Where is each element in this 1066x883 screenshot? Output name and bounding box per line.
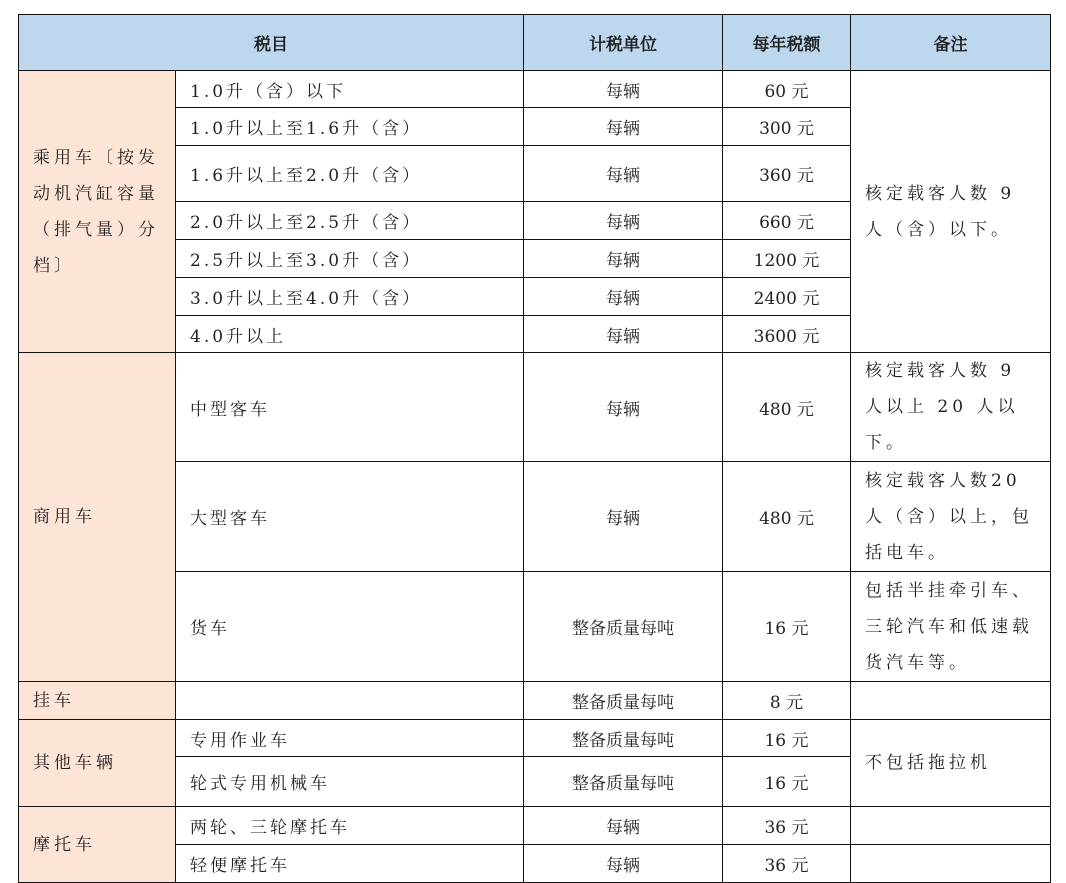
note-cell: 核定载客人数 9 人以上 20 人以下。 xyxy=(851,353,1051,462)
unit-cell: 每辆 xyxy=(524,240,723,278)
category-cell: 商用车 xyxy=(19,353,176,682)
header-note: 备注 xyxy=(851,15,1051,71)
item-cell: 1.6升以上至2.0升（含） xyxy=(176,146,524,202)
header-item: 税目 xyxy=(19,15,524,71)
item-cell: 1.0升以上至1.6升（含） xyxy=(176,108,524,146)
header-row xyxy=(19,15,1051,71)
note-cell xyxy=(851,682,1051,720)
category-cell: 乘用车〔按发动机汽缸容量（排气量）分档〕 xyxy=(19,71,176,353)
amount-cell: 360 元 xyxy=(723,146,851,202)
item-cell xyxy=(176,682,524,720)
amount-cell: 300 元 xyxy=(723,108,851,146)
item-cell: 轻便摩托车 xyxy=(176,845,524,883)
item-cell: 2.5升以上至3.0升（含） xyxy=(176,240,524,278)
amount-cell: 660 元 xyxy=(723,202,851,240)
category-cell: 挂车 xyxy=(19,682,176,720)
amount-cell: 480 元 xyxy=(723,353,851,462)
note-cell: 核定载客人数 9 人（含）以下。 xyxy=(851,71,1051,353)
item-cell: 1.0升（含）以下 xyxy=(176,71,524,108)
unit-cell: 每辆 xyxy=(524,316,723,353)
unit-cell: 每辆 xyxy=(524,146,723,202)
note-cell xyxy=(851,807,1051,845)
unit-cell: 每辆 xyxy=(524,845,723,883)
amount-cell: 2400 元 xyxy=(723,278,851,316)
header-unit: 计税单位 xyxy=(524,15,723,71)
amount-cell: 16 元 xyxy=(723,720,851,757)
amount-cell: 8 元 xyxy=(723,682,851,720)
category-cell: 其他车辆 xyxy=(19,720,176,807)
unit-cell: 每辆 xyxy=(524,353,723,462)
table-row xyxy=(19,807,1051,845)
item-cell: 轮式专用机械车 xyxy=(176,757,524,807)
note-cell: 不包括拖拉机 xyxy=(851,720,1051,807)
amount-cell: 480 元 xyxy=(723,462,851,572)
amount-cell: 3600 元 xyxy=(723,316,851,353)
category-cell: 摩托车 xyxy=(19,807,176,883)
amount-cell: 16 元 xyxy=(723,757,851,807)
table-row xyxy=(19,720,1051,757)
amount-cell: 1200 元 xyxy=(723,240,851,278)
item-cell: 2.0升以上至2.5升（含） xyxy=(176,202,524,240)
unit-cell: 每辆 xyxy=(524,462,723,572)
amount-cell: 36 元 xyxy=(723,845,851,883)
unit-cell: 整备质量每吨 xyxy=(524,682,723,720)
unit-cell: 每辆 xyxy=(524,807,723,845)
item-cell: 两轮、三轮摩托车 xyxy=(176,807,524,845)
item-cell: 货车 xyxy=(176,572,524,682)
unit-cell: 每辆 xyxy=(524,278,723,316)
item-cell: 4.0升以上 xyxy=(176,316,524,353)
unit-cell: 整备质量每吨 xyxy=(524,757,723,807)
amount-cell: 16 元 xyxy=(723,572,851,682)
table-row xyxy=(19,353,1051,462)
note-cell: 核定载客人数20人（含）以上，包括电车。 xyxy=(851,462,1051,572)
item-cell: 专用作业车 xyxy=(176,720,524,757)
table-row xyxy=(19,682,1051,720)
note-cell xyxy=(851,845,1051,883)
unit-cell: 整备质量每吨 xyxy=(524,720,723,757)
item-cell: 中型客车 xyxy=(176,353,524,462)
table-row xyxy=(19,71,1051,108)
unit-cell: 每辆 xyxy=(524,108,723,146)
note-cell: 包括半挂牵引车、三轮汽车和低速载货汽车等。 xyxy=(851,572,1051,682)
unit-cell: 每辆 xyxy=(524,202,723,240)
item-cell: 大型客车 xyxy=(176,462,524,572)
unit-cell: 每辆 xyxy=(524,71,723,108)
amount-cell: 36 元 xyxy=(723,807,851,845)
vehicle-tax-table xyxy=(18,14,1051,883)
amount-cell: 60 元 xyxy=(723,71,851,108)
header-amount: 每年税额 xyxy=(723,15,851,71)
unit-cell: 整备质量每吨 xyxy=(524,572,723,682)
item-cell: 3.0升以上至4.0升（含） xyxy=(176,278,524,316)
